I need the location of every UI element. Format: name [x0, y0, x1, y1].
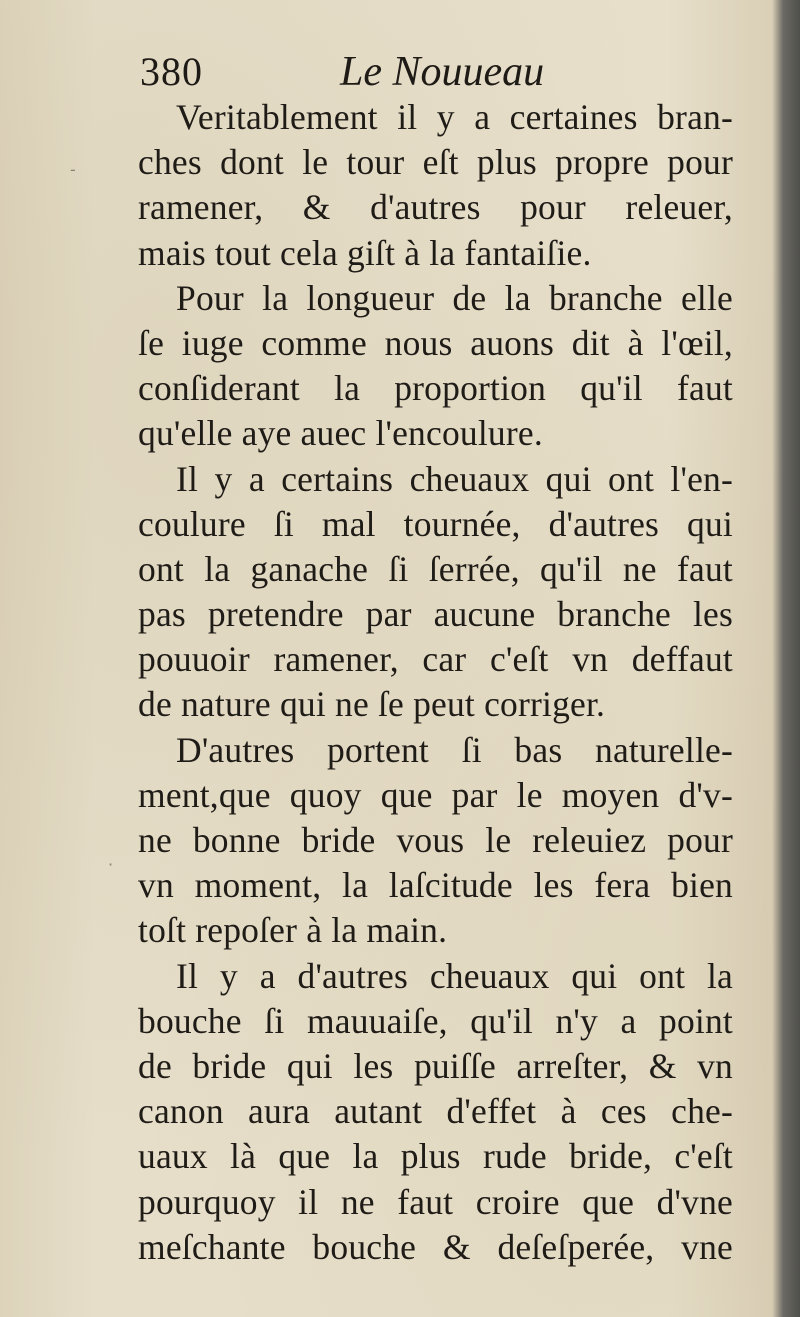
- text-line: ches dont le tour eſt plus propre pour: [138, 142, 733, 183]
- text-line: ramener, & d'autres pour releuer,: [138, 187, 733, 228]
- text-line: D'autres portent ſi bas naturelle-: [176, 729, 733, 770]
- page-header: [140, 48, 740, 98]
- page-number: 380: [140, 49, 203, 94]
- body-text: [138, 95, 733, 1270]
- text-line: meſchante bouche & deſeſperée, vne: [138, 1226, 733, 1267]
- text-line: vn moment, la laſcitude les fera bien: [138, 865, 733, 906]
- text-line: Il y a d'autres cheuaux qui ont la: [176, 955, 733, 996]
- text-line: Il y a certains cheuaux qui ont l'en-: [176, 458, 733, 499]
- text-line: Pour la longueur de la branche elle: [176, 277, 733, 318]
- text-line: conſiderant la proportion qu'il faut: [138, 368, 733, 409]
- text-line: Veritablement il y a certaines bran-: [176, 97, 733, 137]
- text-line: pas pretendre par aucune branche les: [138, 594, 733, 635]
- running-title: Le Nouueau: [340, 49, 545, 95]
- text-line: ne bonne bride vous le releuiez pour: [138, 820, 733, 860]
- margin-mark: -: [70, 160, 76, 179]
- text-line: ſe iuge comme nous auons dit à l'œil,: [138, 322, 733, 363]
- text-line: toſt repoſer à la main.: [138, 910, 448, 951]
- text-line: pourquoy il ne faut croire que d'vne: [138, 1181, 733, 1222]
- text-line: uaux là que la plus rude bride, c'eſt: [138, 1136, 733, 1177]
- text-line: de bride qui les puiſſe arreſter, & vn: [138, 1045, 733, 1086]
- text-line: pouuoir ramener, car c'eſt vn deffaut: [138, 639, 733, 680]
- text-line: ment,que quoy que par le moyen d'v-: [138, 774, 733, 815]
- text-line: coulure ſi mal tournée, d'autres qui: [138, 503, 733, 544]
- text-line: de nature qui ne ſe peut corriger.: [138, 684, 606, 725]
- book-edge-shadow: [772, 0, 800, 1317]
- text-line: canon aura autant d'effet à ces che-: [138, 1091, 733, 1132]
- text-line: qu'elle aye auec l'encoulure.: [138, 413, 543, 454]
- text-line: mais tout cela giſt à la fantaiſie.: [138, 232, 592, 273]
- margin-mark: ·: [108, 855, 114, 874]
- text-line: ont la ganache ſi ſerrée, qu'il ne faut: [138, 548, 733, 589]
- text-line: bouche ſi mauuaiſe, qu'il n'y a point: [138, 1000, 733, 1041]
